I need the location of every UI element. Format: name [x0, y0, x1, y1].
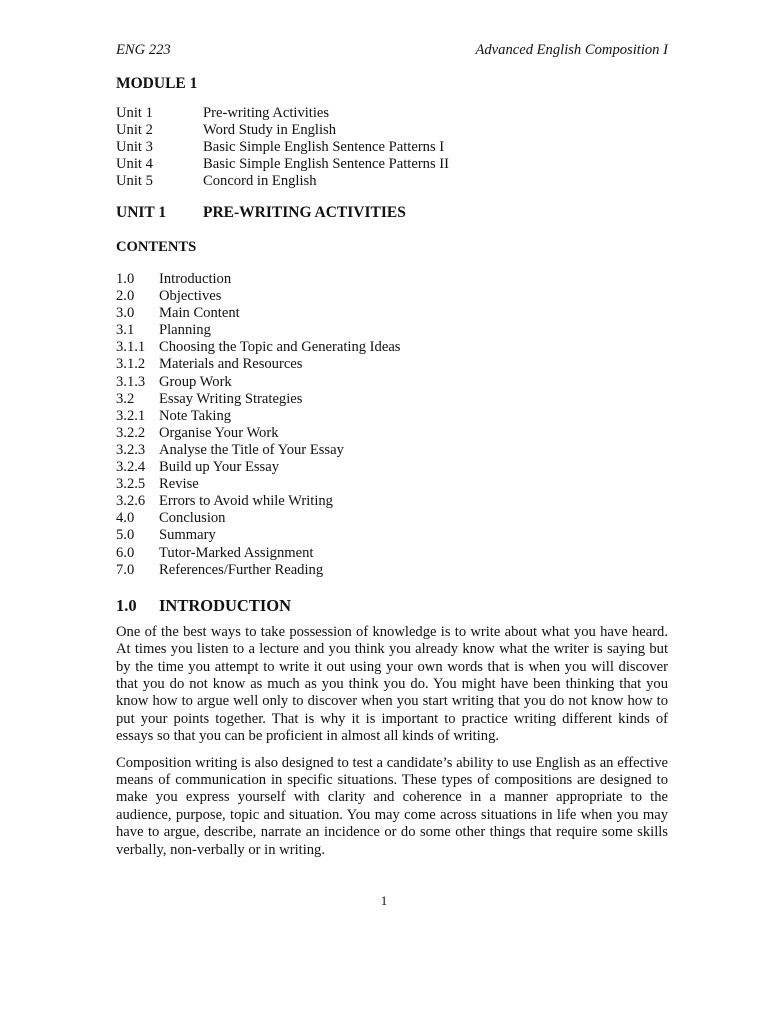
- unit-title: Concord in English: [203, 173, 317, 189]
- toc-item: [116, 476, 668, 493]
- toc-title: Tutor-Marked Assignment: [159, 544, 314, 561]
- toc-title: Errors to Avoid while Writing: [159, 493, 333, 510]
- toc-item: [116, 425, 668, 442]
- toc-number: 3.1.3: [116, 373, 146, 390]
- toc-number: 7.0: [116, 561, 135, 578]
- toc-item: [116, 322, 668, 339]
- toc-title: Note Taking: [159, 407, 232, 424]
- course-title: Advanced English Composition I: [475, 42, 668, 58]
- toc-title: Organise Your Work: [159, 424, 279, 441]
- unit-title: Word Study in English: [203, 122, 337, 138]
- toc-number: 5.0: [116, 527, 135, 544]
- unit-list-item: [116, 173, 668, 190]
- unit-list-item: [116, 139, 668, 156]
- unit-title: Basic Simple English Sentence Patterns II: [203, 156, 450, 172]
- unit-number: Unit 2: [116, 122, 153, 138]
- toc-title: Summary: [159, 527, 216, 544]
- toc-title: References/Further Reading: [159, 561, 324, 578]
- unit-list-item: [116, 122, 668, 139]
- toc-item: [116, 545, 668, 562]
- toc-title: Essay Writing Strategies: [159, 390, 303, 407]
- toc-title: Objectives: [159, 288, 222, 305]
- toc-title: Choosing the Topic and Generating Ideas: [159, 339, 401, 356]
- toc-number: 3.2.5: [116, 476, 146, 493]
- toc-number: 6.0: [116, 544, 135, 561]
- introduction-heading: [116, 596, 668, 616]
- unit-title: Basic Simple English Sentence Patterns I: [203, 139, 445, 155]
- section-title: INTRODUCTION: [159, 595, 292, 615]
- toc-title: Planning: [159, 322, 211, 339]
- body-paragraph: One of the best ways to take possession of knowledge is to write about what you have heard. At times you listen to a lecture and you think you already know what the writer is saying but by the time you attempt to write it out using your own words that is when you will discover that you do not know as much as you think you do. You might have been thinking that you know how to argue well only to discover when you start writing that you do not know how to put your points together. That is why it is important to practice writing different kinds of essays so that you can be proficient in almost all kinds of writing.: [116, 623, 668, 745]
- toc-item: [116, 442, 668, 459]
- table-of-contents: [116, 271, 668, 579]
- unit-heading: [116, 203, 668, 223]
- toc-item: [116, 408, 668, 425]
- toc-title: Group Work: [159, 373, 232, 390]
- unit-heading-title: PRE-WRITING ACTIVITIES: [203, 204, 406, 221]
- unit-heading-number: UNIT 1: [116, 204, 167, 221]
- toc-item: [116, 562, 668, 579]
- toc-item: [116, 459, 668, 476]
- module-unit-list: [116, 105, 668, 190]
- toc-number: 3.2.4: [116, 459, 146, 476]
- toc-number: 3.1: [116, 322, 135, 339]
- running-header: [116, 40, 668, 60]
- unit-number: Unit 4: [116, 156, 153, 172]
- toc-number: 4.0: [116, 510, 135, 527]
- unit-list-item: [116, 105, 668, 122]
- course-code: ENG 223: [116, 42, 171, 58]
- toc-title: Materials and Resources: [159, 356, 303, 373]
- toc-item: [116, 391, 668, 408]
- body-paragraph: Composition writing is also designed to test a candidate’s ability to use English as an effective means of communication in specific situations. These types of compositions are designed to make you express yourself with clarity and coherence in a manner appropriate to the audience, purpose, topic and situation. You may come across situations in life when you may have to argue, describe, narrate an incidence or do some other things that require some skills verbally, non-verbally or in writing.: [116, 754, 668, 858]
- unit-number: Unit 3: [116, 139, 153, 155]
- toc-number: 3.2: [116, 390, 135, 407]
- toc-number: 3.2.1: [116, 407, 146, 424]
- unit-title: Pre-writing Activities: [203, 105, 330, 121]
- toc-item: [116, 374, 668, 391]
- toc-number: 3.0: [116, 305, 135, 322]
- toc-item: [116, 288, 668, 305]
- toc-item: [116, 527, 668, 544]
- toc-title: Revise: [159, 476, 199, 493]
- toc-title: Conclusion: [159, 510, 226, 527]
- toc-number: 3.2.3: [116, 441, 146, 458]
- toc-title: Analyse the Title of Your Essay: [159, 441, 344, 458]
- contents-label: CONTENTS: [116, 239, 197, 255]
- toc-item: [116, 271, 668, 288]
- toc-item: [116, 356, 668, 373]
- toc-item: [116, 305, 668, 322]
- document-page: [116, 40, 668, 859]
- toc-item: [116, 339, 668, 356]
- toc-title: Introduction: [159, 271, 232, 287]
- toc-number: 3.1.2: [116, 356, 146, 373]
- toc-number: 3.2.2: [116, 424, 146, 441]
- toc-number: 2.0: [116, 288, 135, 305]
- section-number: 1.0: [116, 595, 137, 615]
- toc-item: [116, 510, 668, 527]
- unit-number: Unit 5: [116, 173, 153, 189]
- toc-number: 3.1.1: [116, 339, 146, 356]
- toc-title: Main Content: [159, 305, 240, 322]
- page-number: 1: [380, 893, 388, 908]
- toc-number: 1.0: [116, 271, 135, 287]
- unit-number: Unit 1: [116, 105, 153, 121]
- toc-item: [116, 493, 668, 510]
- module-title: MODULE 1: [116, 75, 198, 92]
- toc-title: Build up Your Essay: [159, 459, 280, 476]
- unit-list-item: [116, 156, 668, 173]
- toc-number: 3.2.6: [116, 493, 146, 510]
